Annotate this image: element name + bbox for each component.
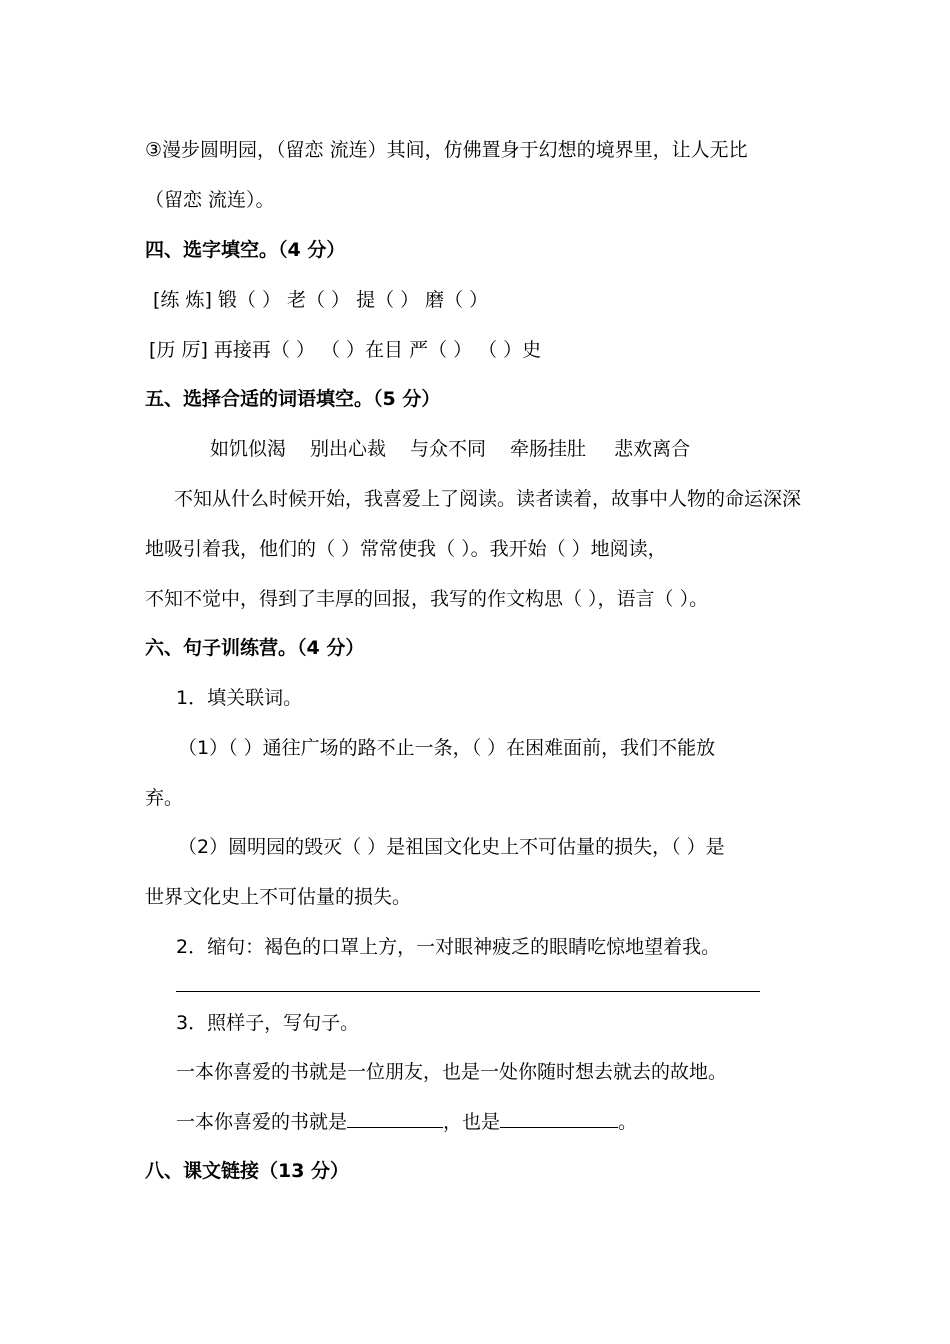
q2-answer-line[interactable] <box>176 991 760 992</box>
section4-row1: [练 炼] 锻（ ） 老（ ） 提（ ） 磨（ ） <box>153 289 489 311</box>
q3-prompt <box>176 1111 637 1133</box>
section8-heading: 八、课文链接（13 分） <box>145 1160 350 1182</box>
section5-para-line1: 不知从什么时候开始，我喜爱上了阅读。读者读着，故事中人物的命运深深 <box>174 488 802 510</box>
word-bank-item: 别出心裁 <box>310 438 387 460</box>
section5-para-line3: 不知不觉中，得到了丰厚的回报，我写的作文构思（ ），语言（ ）。 <box>145 588 709 610</box>
q3-prompt-b: ，也是 <box>443 1111 501 1133</box>
s3-item3-line1: ③漫步圆明园，（留恋 流连）其间，仿佛置身于幻想的境界里，让人无比 <box>145 139 748 161</box>
q1-2-line2: 世界文化史上不可估量的损失。 <box>145 886 412 908</box>
q2-text: 2．缩句：褐色的口罩上方，一对眼神疲乏的眼睛吃惊地望着我。 <box>176 936 721 958</box>
q1-title: 1．填关联词。 <box>176 687 303 709</box>
q3-example: 一本你喜爱的书就是一位朋友，也是一处你随时想去就去的故地。 <box>176 1061 728 1083</box>
q3-prompt-c: 。 <box>618 1111 638 1133</box>
section4-row2: [历 厉] 再接再（ ） （ ）在目 严（ ） （ ）史 <box>149 339 542 361</box>
word-bank <box>210 438 690 460</box>
q3-blank-2[interactable] <box>500 1111 618 1128</box>
section5-heading: 五、选择合适的词语填空。（5 分） <box>145 388 441 410</box>
section5-para-line2: 地吸引着我，他们的（ ）常常使我（ ）。我开始（ ）地阅读， <box>145 538 667 560</box>
q1-1-line1: （1）（ ）通往广场的路不止一条，（ ）在困难面前，我们不能放 <box>178 737 716 759</box>
q3-blank-1[interactable] <box>347 1111 443 1128</box>
q3-prompt-a: 一本你喜爱的书就是 <box>176 1111 348 1133</box>
s3-item3-line2: （留恋 流连）。 <box>145 189 275 211</box>
q1-1-line2: 弃。 <box>145 787 184 809</box>
word-bank-item: 如饥似渴 <box>210 438 287 460</box>
q3-title: 3．照样子，写句子。 <box>176 1012 360 1034</box>
word-bank-item: 悲欢离合 <box>614 438 691 460</box>
word-bank-item: 牵肠挂肚 <box>510 438 587 460</box>
word-bank-item: 与众不同 <box>410 438 487 460</box>
section6-heading: 六、句子训练营。（4 分） <box>145 637 365 659</box>
q1-2-line1: （2）圆明园的毁灭（ ）是祖国文化史上不可估量的损失，（ ）是 <box>178 836 725 858</box>
section4-heading: 四、选字填空。（4 分） <box>145 239 346 261</box>
